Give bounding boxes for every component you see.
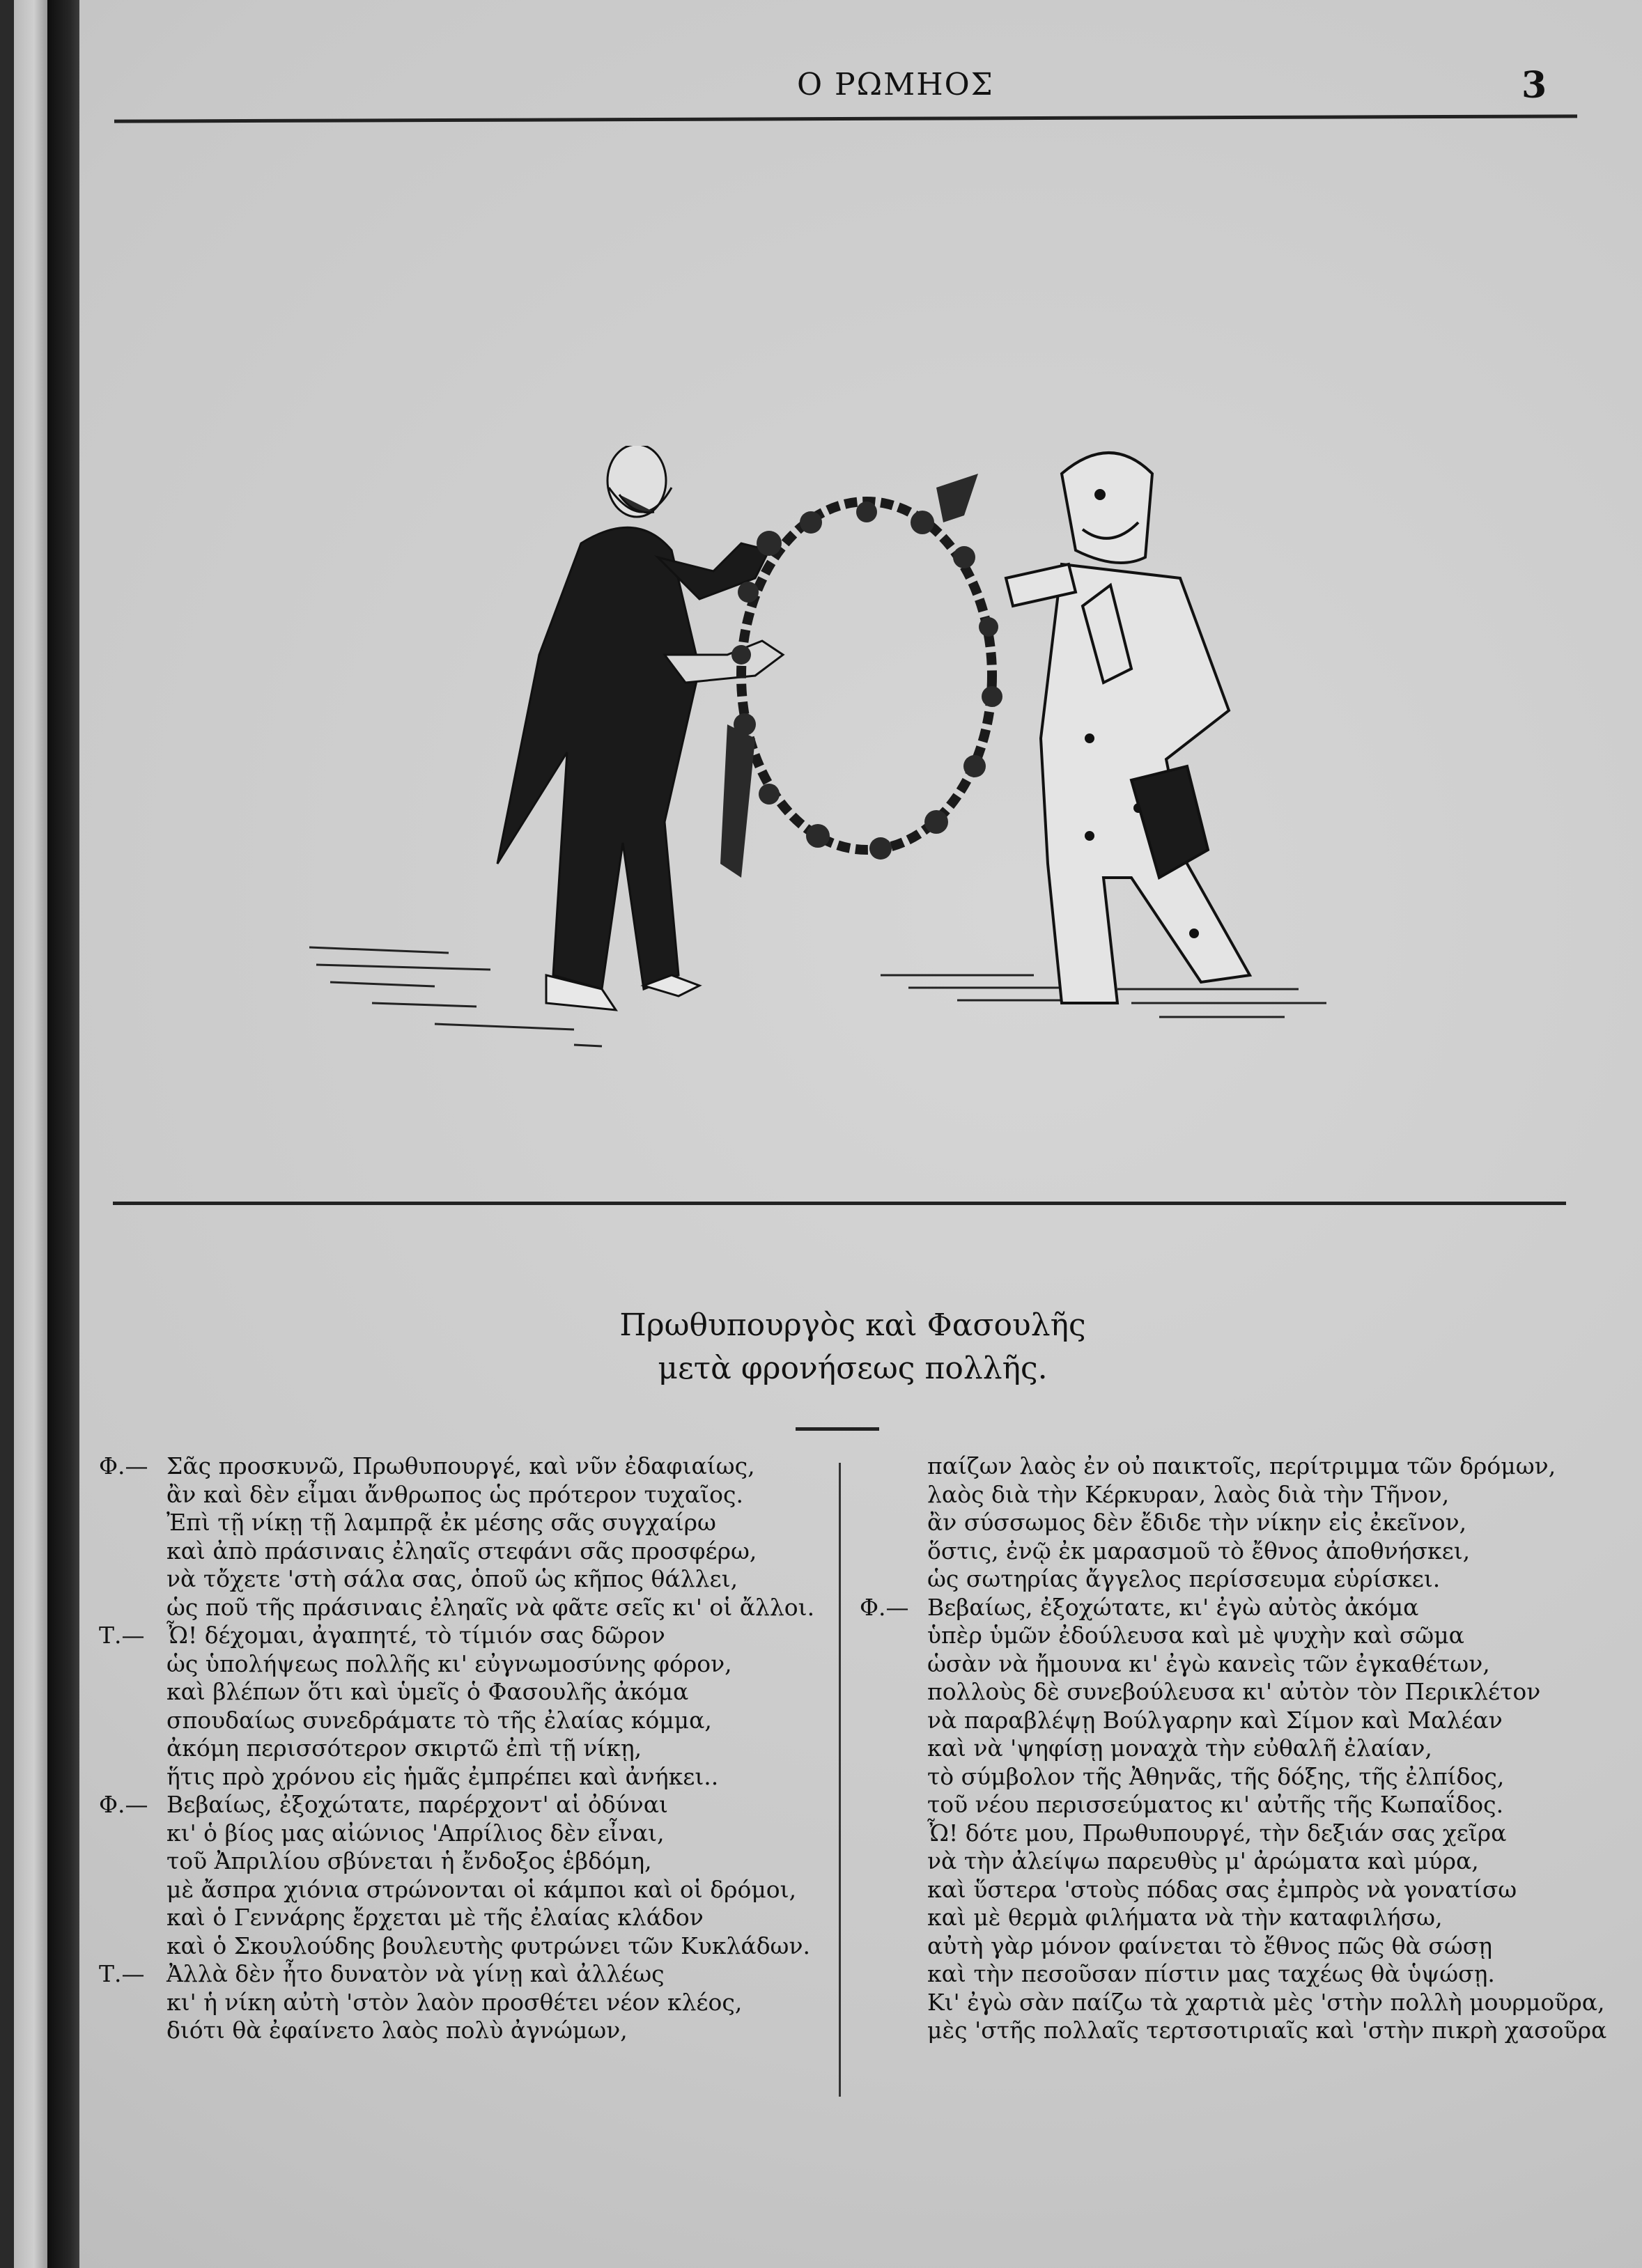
speaker-label: Φ.— [99,1791,148,1818]
verse-line [99,1989,851,2017]
verse-line [99,1481,851,1509]
verse-line [860,1763,1633,1792]
verse-text: Ὦ! δέχομαι, ἀγαπητέ, τὸ τίμιόν σας δῶρον [166,1622,665,1649]
verse-text: ὡσὰν νὰ ἤμουνα κι' ἐγὼ κανεὶς τῶν ἐγκαθέτων, [927,1649,1490,1677]
verse-line [99,1509,851,1537]
verse-text: Σᾶς προσκυνῶ, Πρωθυπουργέ, καὶ νῦν ἐδαφιαίως, [166,1452,755,1479]
verse-text: νὰ παραβλέψῃ Βούλγαρην καὶ Σίμον καὶ Μαλέαν [927,1706,1503,1734]
verse-line [99,1734,851,1763]
cartoon-illustration [309,446,1403,1073]
verse-line [99,1565,851,1594]
verse-line [860,1847,1633,1876]
verse-line [99,1650,851,1679]
verse-text: αὐτὴ γὰρ μόνον φαίνεται τὸ ἔθνος πῶς θὰ σώσῃ [927,1932,1493,1959]
newspaper-page [79,0,1642,2268]
verse-line [99,1537,851,1566]
previous-page-edge [14,0,47,2268]
verse-text: τὸ σύμβολον τῆς Ἀθηνᾶς, τῆς δόξης, τῆς ἐλπίδος, [927,1762,1505,1790]
speaker-label: Τ.— [99,1960,145,1987]
verse-text: νὰ τὄχετε 'στὴ σάλα σας, ὁποῦ ὡς κῆπος θάλλει, [166,1565,738,1592]
verse-line [860,1904,1633,1932]
verse-text: πολλοὺς δὲ συνεβούλευσα κι' αὐτὸν τὸν Περικλέτον [927,1678,1541,1705]
verse-text: παίζων λαὸς ἐν οὐ παικτοῖς, περίτριμμα τῶν δρόμων, [927,1452,1556,1479]
verse-line [99,1707,851,1735]
verse-line [860,1622,1633,1650]
verse-text: ὑπὲρ ὑμῶν ἐδούλευσα καὶ μὲ ψυχὴν καὶ σῶμα [927,1622,1464,1649]
verse-line [99,1932,851,1961]
verse-text: καὶ ὁ Σκουλούδης βουλευτὴς φυτρώνει τῶν Κυκλάδων. [166,1932,811,1959]
verse-line [99,2017,851,2045]
verse-line [860,1819,1633,1848]
verse-text: Βεβαίως, ἐξοχώτατε, παρέρχοντ' αἱ ὀδύναι [166,1791,668,1818]
verse-text: καὶ τὴν πεσοῦσαν πίστιν μας ταχέως θὰ ὑψώσῃ. [927,1960,1495,1987]
verse-line [860,1537,1633,1566]
verse-text: καὶ μὲ θερμὰ φιλήματα νὰ τὴν καταφιλήσω, [927,1904,1443,1931]
verse-text: καὶ νὰ 'ψηφίσῃ μοναχὰ τὴν εὐθαλῆ ἐλαίαν, [927,1734,1432,1762]
verse-line [860,1565,1633,1594]
verse-line [860,1481,1633,1509]
verse-text: ἥτις πρὸ χρόνου εἰς ἡμᾶς ἐμπρέπει καὶ ἀνήκει.. [166,1762,719,1790]
speaker-label: Τ.— [99,1622,145,1649]
verse-line [99,1960,851,1989]
verse-text: ἂν σύσσωμος δὲν ἔδιδε τὴν νίκην εἰς ἐκεῖνον, [927,1509,1467,1536]
verse-text: νὰ τὴν ἀλείψω παρευθὺς μ' ἀρώματα καὶ μύρα, [927,1847,1479,1874]
verse-line [99,1791,851,1819]
verse-line [860,1932,1633,1961]
verse-text: ὅστις, ἐνῷ ἐκ μαρασμοῦ τὸ ἔθνος ἀποθνήσκει, [927,1537,1471,1564]
newspaper-title: Ο ΡΩΜΗΟΣ [797,67,994,102]
speaker-label: Φ.— [860,1593,909,1621]
fasoulis-puppet-figure [1006,453,1250,1003]
verse-text: Ὦ! δότε μου, Πρωθυπουργέ, τὴν δεξιάν σας χεῖρα [927,1819,1507,1847]
verse-line [99,1819,851,1848]
verse-line [99,1904,851,1932]
verse-line [860,1989,1633,2017]
verse-line [860,1678,1633,1707]
article-title [595,1304,1110,1390]
section-rule [113,1202,1566,1205]
verse-line [99,1876,851,1904]
verse-text: Κι' ἐγὼ σὰν παίζω τὰ χαρτιὰ μὲς 'στὴν πολλὴ μουρμοῦρα, [927,1988,1605,2016]
verse-line [860,1707,1633,1735]
speaker-label: Φ.— [99,1452,148,1479]
verse-line [99,1452,851,1481]
verse-line [860,1876,1633,1904]
verse-text: κι' ὁ βίος μας αἰώνιος 'Απρίλιος δὲν εἶναι, [166,1819,665,1847]
verse-text: κι' ἡ νίκη αὐτὴ 'στὸν λαὸν προσθέτει νέον κλέος, [166,1988,743,2016]
verse-line [99,1622,851,1650]
book-binding [0,0,14,2268]
verse-line [860,1594,1633,1622]
verse-text: τοῦ Ἀπριλίου σβύνεται ἡ ἔνδοξος ἑβδόμη, [166,1847,652,1874]
verse-text: καὶ ἀπὸ πράσιναις ἐληαῖς στεφάνι σᾶς προσφέρω, [166,1537,757,1564]
verse-line [99,1763,851,1792]
verse-text: Ἀλλὰ δὲν ἦτο δυνατὸν νὰ γίνῃ καὶ ἀλλέως [166,1960,665,1987]
verse-text: Ἐπὶ τῇ νίκῃ τῇ λαμπρᾷ ἐκ μέσης σᾶς συγχαίρω [166,1509,716,1536]
article-title-line: Πρωθυπουργὸς καὶ Φασουλῆς [619,1307,1086,1343]
verse-line [860,1452,1633,1481]
title-divider [796,1427,879,1431]
page-number: 3 [1521,64,1547,107]
verse-line [99,1678,851,1707]
verse-text: καὶ βλέπων ὅτι καὶ ὑμεῖς ὁ Φασουλῆς ἀκόμα [166,1678,689,1705]
verse-line [860,2017,1633,2045]
floor-hatching [309,947,1326,1046]
verse-text: ὡς ποῦ τῆς πράσιναις ἐληαῖς νὰ φᾶτε σεῖς κι' οἱ ἄλλοι. [166,1593,815,1621]
book-gutter [47,0,79,2268]
header-rule [114,114,1577,123]
verse-text: ὡς σωτηρίας ἄγγελος περίσσευμα εὑρίσκει. [927,1565,1441,1592]
verse-text: ἀκόμη περισσότερον σκιρτῶ ἐπὶ τῇ νίκῃ, [166,1734,642,1762]
verse-text: Βεβαίως, ἐξοχώτατε, κι' ἐγὼ αὐτὸς ἀκόμα [927,1593,1419,1621]
verse-text: καὶ ὁ Γεννάρης ἔρχεται μὲ τῆς ἐλαίας κλάδον [166,1904,704,1931]
verse-line [860,1650,1633,1679]
article-subtitle-line: μετὰ φρονήσεως πολλῆς. [658,1351,1048,1386]
verse-text: μὲς 'στῆς πολλαῖς τερτσοτιριαῖς καὶ 'στὴν πικρὴ χασοῦρα [927,2017,1607,2044]
verse-text: σπουδαίως συνεδράματε τὸ τῆς ἐλαίας κόμμα, [166,1706,712,1734]
verse-text: ὡς ὑπολήψεως πολλῆς κι' εὐγνωμοσύνης φόρον, [166,1649,732,1677]
verse-line [99,1847,851,1876]
verse-text: καὶ ὕστερα 'στοὺς πόδας σας ἐμπρὸς νὰ γονατίσω [927,1875,1517,1903]
verse-text: λαὸς διὰ τὴν Κέρκυραν, λαὸς διὰ τὴν Τῆνον, [927,1480,1450,1508]
verse-line [860,1734,1633,1763]
verse-line [99,1594,851,1622]
verse-text: μὲ ἄσπρα χιόνια στρώνονται οἱ κάμποι καὶ οἱ δρόμοι, [166,1875,797,1903]
verse-text: διότι θὰ ἐφαίνετο λαὸς πολὺ ἀγνώμων, [166,2017,628,2044]
verse-line [860,1791,1633,1819]
verse-text: ἂν καὶ δὲν εἶμαι ἄνθρωπος ὡς πρότερον τυχαῖος. [166,1480,743,1508]
right-column [860,1452,1633,2045]
left-column [99,1452,851,2045]
verse-line [860,1509,1633,1537]
wreath-leaves [720,474,1002,878]
verse-line [860,1960,1633,1989]
verse-text: τοῦ νέου περισσεύματος κι' αὐτῆς τῆς Κωπαΐδος. [927,1791,1504,1818]
